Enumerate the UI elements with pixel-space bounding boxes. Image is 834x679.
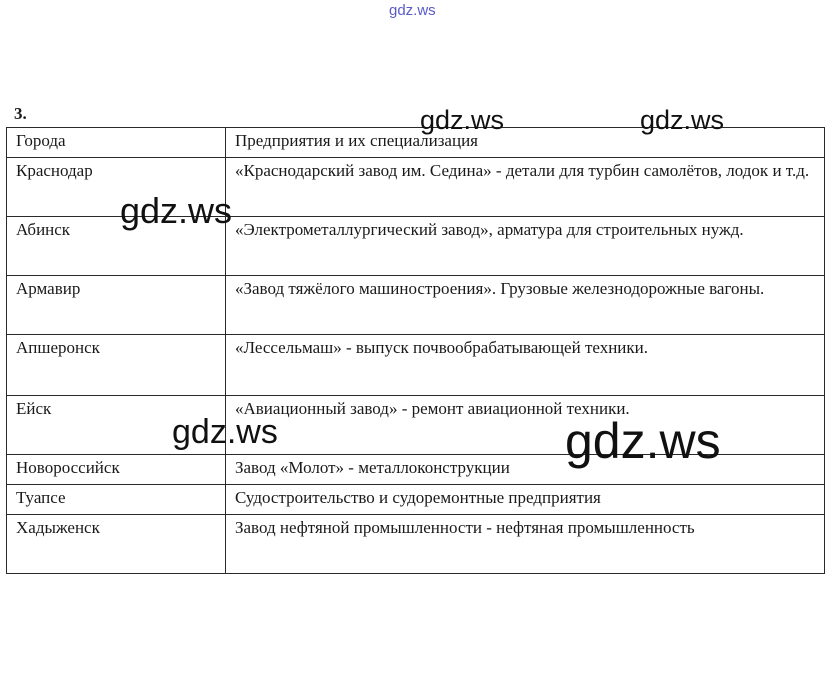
enterprise-cell: Судостроительство и судоремонтные предприятия (226, 485, 825, 515)
enterprise-cell: «Лессельмаш» - выпуск почвообрабатывающей техники. (226, 335, 825, 396)
watermark-text: gdz.ws (172, 413, 278, 451)
enterprise-cell: Завод «Молот» - металлоконструкции (226, 455, 825, 485)
table-row (7, 485, 825, 515)
city-cell: Краснодар (7, 158, 226, 217)
enterprise-cell: «Завод тяжёлого машиностроения». Грузовые железнодорожные вагоны. (226, 276, 825, 335)
city-cell: Абинск (7, 217, 226, 276)
header-cell-enterprises: Предприятия и их специализация (226, 128, 825, 158)
city-cell: Хадыженск (7, 515, 226, 574)
watermark-text: gdz.ws (120, 190, 233, 231)
city-cell: Новороссийск (7, 455, 226, 485)
header-watermark: gdz.ws (389, 2, 436, 19)
table-row (7, 276, 825, 335)
table-row (7, 515, 825, 574)
enterprise-cell: «Авиационный завод» - ремонт авиационной техники. (226, 396, 825, 455)
city-cell: Армавир (7, 276, 226, 335)
task-number: 3. (14, 104, 27, 123)
watermark-text: gdz.ws (420, 105, 505, 135)
enterprise-cell: Завод нефтяной промышленности - нефтяная промышленность (226, 515, 825, 574)
header-cell-cities: Города (7, 128, 226, 158)
watermark-text: gdz.ws (565, 413, 721, 469)
city-cell: Ейск (7, 396, 226, 455)
enterprise-cell: «Краснодарский завод им. Седина» - детали для турбин самолётов, лодок и т.д. (226, 158, 825, 217)
city-cell: Туапсе (7, 485, 226, 515)
watermark-text: gdz.ws (640, 105, 725, 135)
table-row (7, 335, 825, 396)
city-cell: Апшеронск (7, 335, 226, 396)
enterprise-cell: «Электрометаллургический завод», арматура для строительных нужд. (226, 217, 825, 276)
